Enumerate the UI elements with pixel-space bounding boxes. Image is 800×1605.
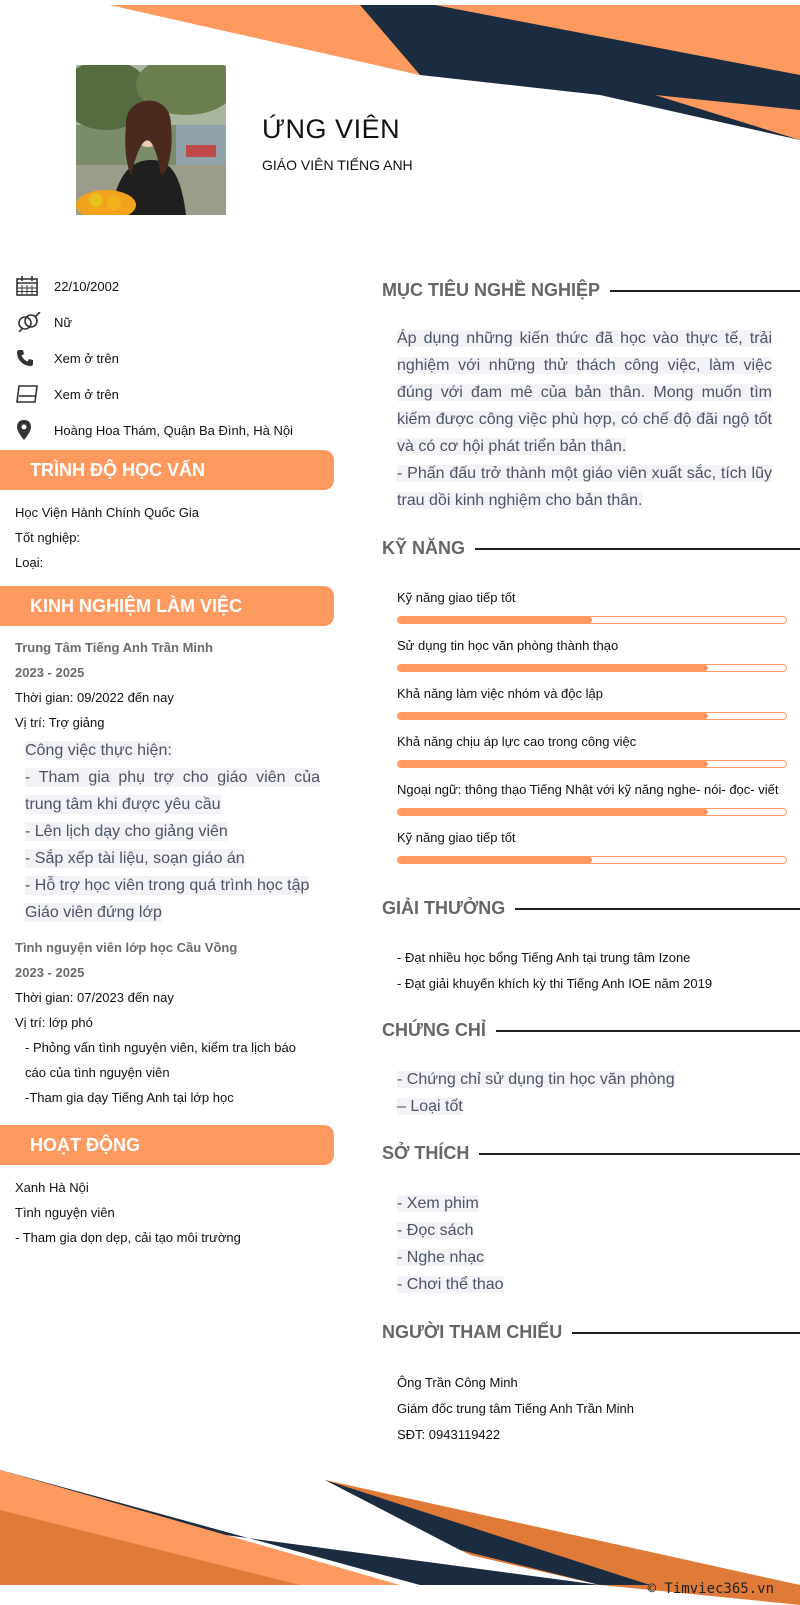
skills-title: KỸ NĂNG	[382, 538, 466, 558]
address-text: Hoàng Hoa Thám, Quận Ba Đình, Hà Nội	[54, 422, 293, 438]
skills-heading	[382, 538, 800, 559]
skill-label: Sử dụng tin học văn phòng thành thạo	[397, 638, 619, 653]
award-item: - Đạt giải khuyến khích kỳ thi Tiếng Anh IOE năm 2019	[397, 976, 713, 991]
job-years: 2023 - 2025	[15, 965, 85, 980]
skill-bar-fill	[398, 713, 708, 719]
email-icon	[16, 382, 54, 406]
skill-item	[397, 686, 787, 734]
skill-label: Kỹ năng giao tiếp tốt	[397, 830, 516, 845]
skill-bar	[397, 856, 787, 864]
email-text: Xem ở trên	[54, 386, 119, 402]
certificate-item: - Chứng chỉ sử dụng tin học văn phòng	[397, 1071, 675, 1088]
contact-phone	[16, 340, 293, 376]
phone-text: Xem ở trên	[54, 350, 119, 366]
skill-bar	[397, 616, 787, 624]
job-org: Tình nguyện viên lớp học Cầu Vồng	[15, 940, 238, 955]
skill-bar-fill	[398, 857, 592, 863]
activities-list	[15, 1175, 241, 1250]
skill-bar-fill	[398, 617, 592, 623]
references-list	[397, 1370, 634, 1448]
candidate-name: ỨNG VIÊN	[262, 114, 401, 144]
activities-heading: HOẠT ĐỘNG	[0, 1125, 334, 1165]
contact-gender	[16, 304, 293, 340]
certificate-item: – Loại tốt	[397, 1098, 463, 1115]
experience-heading: KINH NGHIỆM LÀM VIỆC	[0, 586, 334, 626]
certificates-title: CHỨNG CHỈ	[382, 1020, 486, 1040]
job-years: 2023 - 2025	[15, 665, 85, 680]
job-detail: Công việc thực hiện:	[25, 742, 172, 759]
skill-label: Khả năng làm việc nhóm và độc lập	[397, 686, 603, 701]
activity-item: - Tham gia dọn dẹp, cải tạo môi trường	[15, 1230, 241, 1245]
skill-bar-fill	[398, 761, 708, 767]
hobby-item: - Nghe nhạc	[397, 1249, 485, 1266]
skill-item	[397, 830, 787, 878]
contact-address	[16, 412, 293, 448]
skill-item	[397, 638, 787, 686]
job-detail: - Phỏng vấn tình nguyện viên, kiểm tra lịch báo cáo của tình nguyện viên	[25, 1040, 296, 1080]
awards-title: GIẢI THƯỞNG	[382, 898, 506, 918]
gender-text: Nữ	[54, 314, 73, 330]
objective-text	[397, 325, 772, 514]
objective-paragraph: - Phấn đấu trở thành một giáo viên xuất sắc, tích lũy trau dồi kinh nghiệm cho bản thân.	[397, 465, 772, 509]
birthday-text: 22/10/2002	[54, 278, 120, 294]
certificates-list	[397, 1066, 675, 1120]
skill-label: Ngoại ngữ: thông thạo Tiếng Nhật với kỹ năng nghe- nói- đọc- viết	[397, 782, 779, 797]
job-detail: - Hỗ trợ học viên trong quá trình học tập	[25, 877, 310, 894]
skill-label: Kỹ năng giao tiếp tốt	[397, 590, 516, 605]
references-heading	[382, 1322, 800, 1343]
contact-info	[16, 268, 293, 448]
job-position: Vị trí: lớp phó	[15, 1015, 93, 1030]
job-title: GIÁO VIÊN TIẾNG ANH	[262, 157, 413, 173]
objective-heading	[382, 280, 800, 301]
objective-title: MỤC TIÊU NGHỀ NGHIỆP	[382, 280, 601, 300]
calendar-icon	[16, 274, 54, 298]
education-content	[15, 500, 199, 575]
awards-heading	[382, 898, 800, 919]
job-org: Trung Tâm Tiếng Anh Trần Minh	[15, 640, 213, 655]
reference-item: Ông Trần Công Minh	[397, 1375, 518, 1390]
skill-bar-fill	[398, 809, 708, 815]
skills-list	[397, 590, 787, 878]
education-heading: TRÌNH ĐỘ HỌC VẤN	[0, 450, 334, 490]
certificates-heading	[382, 1020, 800, 1041]
footer-credit: © Timviec365.vn	[647, 1581, 774, 1597]
skill-label: Khả năng chịu áp lực cao trong công việc	[397, 734, 637, 749]
job-time: Thời gian: 07/2023 đến nay	[15, 990, 174, 1005]
activity-item: Xanh Hà Nội	[15, 1180, 89, 1195]
experience-job-1	[15, 635, 320, 926]
hobbies-title: SỞ THÍCH	[382, 1143, 470, 1163]
reference-item: SĐT: 0943119422	[397, 1427, 501, 1442]
skill-bar-fill	[398, 665, 708, 671]
job-detail: -Tham gia dạy Tiếng Anh tại lớp học	[25, 1090, 234, 1105]
graduation-label: Tốt nghiệp:	[15, 530, 81, 545]
experience-job-2	[15, 935, 320, 1110]
skill-bar	[397, 808, 787, 816]
skill-item	[397, 734, 787, 782]
job-position: Vị trí: Trợ giảng	[15, 715, 105, 730]
contact-birthday	[16, 268, 293, 304]
skill-item	[397, 782, 787, 830]
job-detail: - Sắp xếp tài liệu, soạn giáo án	[25, 850, 245, 867]
hobby-item: - Chơi thể thao	[397, 1276, 504, 1293]
references-title: NGƯỜI THAM CHIẾU	[382, 1322, 563, 1342]
skill-bar	[397, 712, 787, 720]
job-detail: - Lên lịch dạy cho giảng viên	[25, 823, 228, 840]
skill-bar	[397, 664, 787, 672]
gender-icon	[16, 310, 54, 334]
candidate-photo	[76, 65, 226, 215]
activity-item: Tình nguyện viên	[15, 1205, 115, 1220]
hobbies-heading	[382, 1143, 800, 1164]
job-time: Thời gian: 09/2022 đến nay	[15, 690, 174, 705]
location-pin-icon	[16, 418, 54, 442]
school-name: Học Viện Hành Chính Quốc Gia	[15, 505, 200, 520]
phone-icon	[16, 346, 54, 370]
hobby-item: - Xem phim	[397, 1195, 479, 1212]
skill-item	[397, 590, 787, 638]
hobby-item: - Đọc sách	[397, 1222, 474, 1239]
hobbies-list	[397, 1190, 504, 1298]
job-detail: Giáo viên đứng lớp	[25, 904, 162, 921]
rank-label: Loại:	[15, 555, 44, 570]
job-detail: - Tham gia phụ trợ cho giáo viên của trung tâm khi được yêu cầu	[25, 769, 320, 813]
reference-item: Giám đốc trung tâm Tiếng Anh Trần Minh	[397, 1401, 635, 1416]
awards-list	[397, 945, 712, 997]
contact-email	[16, 376, 293, 412]
award-item: - Đạt nhiều học bổng Tiếng Anh tại trung tâm Izone	[397, 950, 691, 965]
objective-paragraph: Áp dụng những kiến thức đã học vào thực tế, trải nghiệm với những thử thách công việc, làm việc đúng với đam mê của bản thân. Mong muốn tìm kiếm được công việc phù hợp, có chế độ đãi ngộ tốt và có cơ hội phát triển bản thân.	[397, 330, 772, 455]
skill-bar	[397, 760, 787, 768]
